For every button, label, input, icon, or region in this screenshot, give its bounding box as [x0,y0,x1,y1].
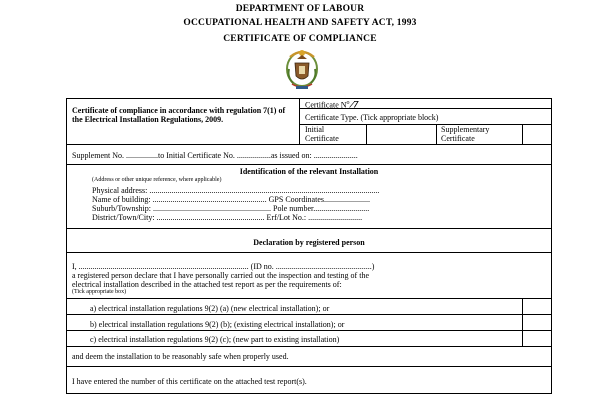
certificate-type-label: Certificate Type. (Tick appropriate block) [305,113,439,122]
identification-title: Identification of the relevant Installation [239,167,379,176]
certificate-number-label: Certificate N [305,100,347,110]
deem-statement: and deem the installation to be reasonably safe when properly used. [72,352,289,361]
act-heading: OCCUPATIONAL HEALTH AND SAFETY ACT, 1993 [183,18,417,28]
supplementary-certificate-option[interactable]: Supplementary Certificate [441,125,490,143]
section-divider-5 [66,366,552,367]
south-africa-coat-of-arms-icon [284,47,320,93]
declaration-text-1: a registered person declare that I have personally carried out the inspection and testing of the [72,271,369,280]
compliance-statement: Certificate of compliance in accordance with regulation 7(1) of the Electrical Installation Regulations, 2009. [72,106,286,124]
tick-note: (Tick appropriate box) [72,289,127,295]
building-gps-field[interactable]: Name of building: ......................................................... GPS Coordinates....................... [92,195,370,204]
section-divider-3 [66,228,552,229]
option-divider-bottom [66,346,552,347]
certificate-number-field[interactable] [305,99,359,111]
supplementary-box-divider-right [522,124,523,144]
option-divider-2 [66,330,552,331]
physical-address-field[interactable]: Physical address: ................................................................................................................... [92,186,380,195]
district-erf-field[interactable]: District/Town/City: ...................................................... Erf/Lot No.: ........................... [92,213,363,222]
tick-column-divider [522,298,523,346]
option-divider-1 [66,314,552,315]
department-heading: DEPARTMENT OF LABOUR [235,4,365,14]
identification-note: (Address or other unique reference, where applicable) [92,177,222,183]
name-id-field[interactable]: I, ..................................................................................... (ID no. ................................................) [72,262,375,271]
certificate-title: CERTIFICATE OF COMPLIANCE [223,34,377,44]
declaration-title: Declaration by registered person [253,238,365,247]
option-b[interactable]: b) electrical installation regulations 9(2) (b); (existing electrical installation); or [90,320,345,329]
handwritten-number-mark: ⁄7 [351,100,359,111]
section-divider-4 [66,252,552,253]
initial-certificate-option[interactable]: Initial Certificate [305,125,339,143]
intro-divider [299,98,300,144]
suburb-pole-field[interactable]: Suburb/Township: ........................................................... Pole number............................ [92,204,370,213]
section-divider-1 [66,144,552,145]
certificate-number-suffix: o [346,100,350,106]
option-c[interactable]: c) electrical installation regulations 9(2) (c); (new part to existing installation) [90,335,340,344]
declaration-text-2: electrical installation described in the attached test report as per the requirements of: [72,280,342,289]
option-a[interactable]: a) electrical installation regulations 9(2) (a) (new electrical installation); or [90,304,330,313]
supplement-field[interactable]: Supplement No. ................to Initial Certificate No. .................as issued on: ...................... [72,151,358,160]
entered-statement: I have entered the number of this certificate on the attached test report(s). [72,377,307,386]
section-divider-2 [66,164,552,165]
initial-box-divider [366,124,367,144]
supplementary-box-divider-left [436,124,437,144]
option-divider-top [66,298,552,299]
